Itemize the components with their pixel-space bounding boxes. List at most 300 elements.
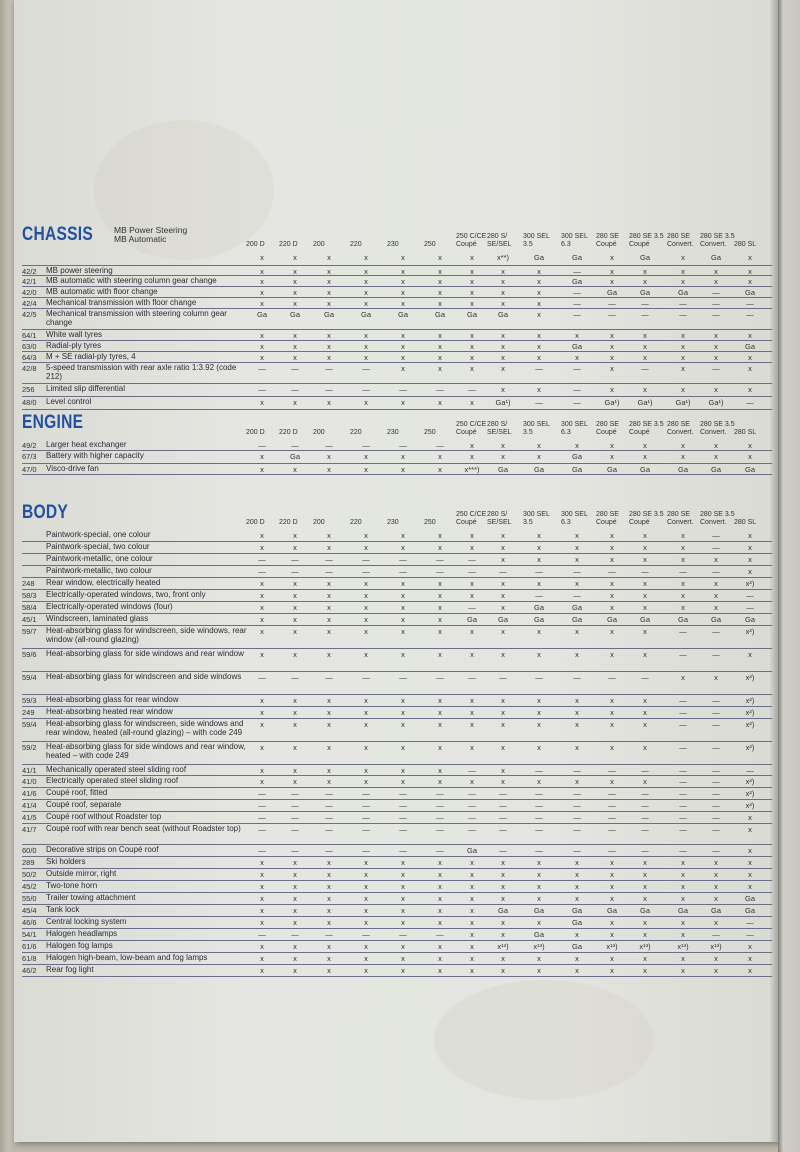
table-cell: x	[537, 299, 541, 308]
table-cell: —	[679, 801, 687, 810]
table-cell: x	[470, 299, 474, 308]
table-cell: x	[401, 743, 405, 752]
table-cell: x	[364, 894, 368, 903]
table-cell: —	[746, 310, 754, 319]
table-row	[22, 451, 772, 464]
table-cell: x	[748, 954, 752, 963]
column-header: 220	[350, 241, 362, 248]
option-description: Heat-absorbing glass for windscreen, side windows and rear window, heated (all-round glazing) – with code 249	[46, 719, 244, 737]
table-cell: —	[679, 567, 687, 576]
table-cell: x	[643, 720, 647, 729]
table-cell: x	[260, 331, 264, 340]
option-description: Trailer towing attachment	[46, 893, 136, 902]
table-cell: x	[681, 954, 685, 963]
table-cell: x	[401, 870, 405, 879]
table-cell: —	[291, 555, 299, 564]
table-cell: x	[501, 870, 505, 879]
table-cell: x	[643, 385, 647, 394]
table-cell: x	[501, 743, 505, 752]
table-cell: x	[643, 579, 647, 588]
table-cell: x	[537, 342, 541, 351]
table-cell: x	[643, 353, 647, 362]
table-cell: x	[401, 364, 405, 373]
table-cell: x	[438, 398, 442, 407]
table-cell: x	[293, 353, 297, 362]
table-cell: x	[438, 906, 442, 915]
table-cell: Ga¹)	[637, 398, 653, 407]
column-header: 220 D	[279, 429, 298, 436]
table-cell: x	[681, 267, 685, 276]
column-header: 220	[350, 429, 362, 436]
option-description: Rear fog light	[46, 965, 94, 974]
section-title: BODY	[22, 502, 69, 523]
table-cell: —	[679, 627, 687, 636]
table-cell: —	[362, 567, 370, 576]
table-cell: x	[260, 777, 264, 786]
table-cell: x	[327, 708, 331, 717]
table-cell: x	[537, 531, 541, 540]
table-cell: x	[643, 531, 647, 540]
table-cell: x	[575, 858, 579, 867]
table-cell: —	[258, 364, 266, 373]
table-row	[22, 614, 772, 626]
table-cell: x	[575, 627, 579, 636]
table-cell: x	[438, 353, 442, 362]
column-header: 280 SE 3.5 Coupé	[629, 511, 664, 526]
table-cell: x	[260, 277, 264, 286]
table-cell: x	[438, 603, 442, 612]
table-cell: x	[260, 615, 264, 624]
column-header: 250	[424, 241, 436, 248]
table-row	[22, 881, 772, 893]
section-header	[22, 490, 772, 530]
table-row	[22, 719, 772, 742]
table-cell: x	[470, 627, 474, 636]
section-subtitle: MB Automatic	[114, 234, 167, 244]
table-cell: —	[608, 846, 616, 855]
table-cell: —	[436, 801, 444, 810]
table-cell: —	[641, 364, 649, 373]
table-cell: —	[399, 813, 407, 822]
table-cell: x	[681, 385, 685, 394]
table-cell: —	[573, 299, 581, 308]
table-row	[22, 287, 772, 298]
table-cell: x	[575, 555, 579, 564]
option-code: 47/0	[22, 465, 37, 474]
table-cell: —	[325, 801, 333, 810]
table-cell: x	[327, 579, 331, 588]
table-cell: Ga	[571, 342, 582, 351]
option-code: 67/3	[22, 452, 37, 461]
table-cell: x	[501, 543, 505, 552]
table-cell: x	[327, 696, 331, 705]
column-header: 300 SEL 3.5	[523, 511, 550, 526]
table-cell: x	[327, 531, 331, 540]
table-cell: x	[643, 894, 647, 903]
section-header	[22, 212, 772, 252]
option-description: Halogen fog lamps	[46, 941, 113, 950]
table-cell: x	[364, 882, 368, 891]
option-description: Windscreen, laminated glass	[46, 614, 149, 623]
table-cell: x¹³)	[710, 942, 722, 951]
table-cell: x	[643, 452, 647, 461]
table-cell: x	[681, 918, 685, 927]
table-row	[22, 266, 772, 276]
table-row	[22, 905, 772, 917]
table-cell: x	[714, 555, 718, 564]
table-cell: x	[327, 277, 331, 286]
table-cell: x	[327, 353, 331, 362]
table-cell: x	[575, 777, 579, 786]
table-cell: —	[679, 310, 687, 319]
option-description: Battery with higher capacity	[46, 451, 144, 460]
table-cell: x	[681, 882, 685, 891]
table-cell: x	[364, 591, 368, 600]
table-cell: —	[436, 846, 444, 855]
table-cell: —	[712, 789, 720, 798]
table-cell: x	[327, 452, 331, 461]
table-cell: —	[258, 825, 266, 834]
table-cell: x	[610, 364, 614, 373]
table-row	[22, 845, 772, 857]
table-cell: x	[401, 331, 405, 340]
table-cell: x	[438, 954, 442, 963]
table-cell: x	[364, 342, 368, 351]
table-cell: —	[712, 288, 720, 297]
table-cell: —	[535, 591, 543, 600]
table-cell: —	[535, 813, 543, 822]
option-description: Halogen headlamps	[46, 929, 118, 938]
table-cell: x	[714, 894, 718, 903]
table-cell: —	[712, 310, 720, 319]
table-cell: x	[748, 567, 752, 576]
table-cell: x	[364, 543, 368, 552]
table-cell: x	[293, 253, 297, 262]
table-cell: x	[401, 942, 405, 951]
table-cell: x	[537, 441, 541, 450]
table-row	[22, 626, 772, 649]
table-cell: x	[293, 267, 297, 276]
table-row	[22, 765, 772, 776]
column-header: 220 D	[279, 241, 298, 248]
table-cell: x	[748, 452, 752, 461]
option-description: Radial-ply tyres	[46, 341, 102, 350]
table-row	[22, 530, 772, 542]
table-cell: x	[610, 543, 614, 552]
table-cell: —	[608, 567, 616, 576]
table-cell: x	[610, 441, 614, 450]
table-cell: x	[714, 918, 718, 927]
table-row	[22, 965, 772, 977]
column-header: 200 D	[246, 241, 265, 248]
table-cell: x	[401, 894, 405, 903]
table-cell: Ga	[744, 288, 755, 297]
table-cell: x	[401, 708, 405, 717]
table-cell: x	[327, 288, 331, 297]
table-cell: Ga	[397, 310, 408, 319]
table-cell: x	[293, 579, 297, 588]
table-cell: x	[537, 894, 541, 903]
table-cell: —	[641, 766, 649, 775]
table-cell: —	[291, 364, 299, 373]
table-cell: —	[436, 385, 444, 394]
table-cell: —	[258, 555, 266, 564]
table-cell: Ga	[677, 288, 688, 297]
table-cell: —	[712, 627, 720, 636]
column-header: 280 SE Coupé	[596, 511, 619, 526]
table-cell: Ga	[466, 846, 477, 855]
table-row	[22, 672, 772, 695]
table-cell: x	[501, 708, 505, 717]
table-cell: x	[438, 452, 442, 461]
table-cell: x	[327, 299, 331, 308]
option-description: Visco-drive fan	[46, 464, 99, 473]
table-cell: x	[501, 555, 505, 564]
table-cell: x	[575, 650, 579, 659]
table-row	[22, 917, 772, 929]
table-cell: x	[748, 846, 752, 855]
option-description: Tank lock	[46, 905, 80, 914]
table-cell: x	[470, 398, 474, 407]
table-cell: x¹³)	[497, 942, 509, 951]
table-cell: x	[293, 531, 297, 540]
table-cell: —	[573, 567, 581, 576]
table-cell: —	[291, 813, 299, 822]
table-cell: x	[260, 894, 264, 903]
table-cell: x	[364, 299, 368, 308]
table-cell: x	[293, 858, 297, 867]
table-cell: —	[712, 708, 720, 717]
table-cell: Ga	[639, 906, 650, 915]
table-cell: x	[537, 385, 541, 394]
table-row	[22, 788, 772, 800]
table-cell: —	[291, 567, 299, 576]
table-cell: —	[679, 789, 687, 798]
table-cell: Ga	[677, 615, 688, 624]
table-cell: x	[681, 591, 685, 600]
table-cell: x	[501, 603, 505, 612]
table-cell: x	[260, 720, 264, 729]
table-cell: x	[438, 720, 442, 729]
table-cell: x	[401, 777, 405, 786]
table-cell: x	[537, 870, 541, 879]
table-cell: x	[537, 267, 541, 276]
table-cell: —	[325, 930, 333, 939]
table-cell: —	[436, 813, 444, 822]
table-row	[22, 566, 772, 578]
table-cell: x	[501, 650, 505, 659]
table-cell: —	[746, 591, 754, 600]
table-cell: Ga	[606, 288, 617, 297]
option-description: Heat-absorbing glass for windscreen and side windows	[46, 672, 242, 681]
table-cell: —	[608, 813, 616, 822]
table-cell: —	[679, 743, 687, 752]
table-cell: x¹³)	[533, 942, 545, 951]
table-cell: x	[470, 531, 474, 540]
table-cell: x	[575, 720, 579, 729]
table-cell: x	[293, 288, 297, 297]
table-cell: Ga	[497, 465, 508, 474]
table-cell: Ga	[323, 310, 334, 319]
table-cell: x	[470, 543, 474, 552]
table-cell: x	[260, 465, 264, 474]
table-cell: x	[610, 627, 614, 636]
table-cell: x	[575, 870, 579, 879]
table-cell: Ga¹)	[708, 398, 724, 407]
table-cell: x	[501, 858, 505, 867]
table-cell: x	[714, 673, 718, 682]
table-row	[22, 590, 772, 602]
column-header: 250	[424, 429, 436, 436]
table-cell: x	[748, 253, 752, 262]
table-cell: x	[501, 894, 505, 903]
option-code: 55/0	[22, 894, 37, 903]
table-cell: x	[714, 452, 718, 461]
table-cell: x	[438, 942, 442, 951]
table-cell: x	[501, 696, 505, 705]
table-row	[22, 352, 772, 363]
table-cell: x	[364, 465, 368, 474]
option-description: Limited slip differential	[46, 384, 126, 393]
table-cell: x	[681, 930, 685, 939]
option-description: Electrically operated steel sliding roof	[46, 776, 179, 785]
table-cell: x	[748, 813, 752, 822]
table-cell: x	[327, 650, 331, 659]
option-code: 63/0	[22, 342, 37, 351]
table-cell: x	[470, 696, 474, 705]
table-cell: x	[327, 766, 331, 775]
table-cell: x	[501, 288, 505, 297]
column-header: 220 D	[279, 519, 298, 526]
table-cell: x	[470, 253, 474, 262]
option-code: 289	[22, 858, 35, 867]
table-cell: —	[608, 825, 616, 834]
table-cell: Ga	[533, 906, 544, 915]
table-cell: x	[575, 954, 579, 963]
table-cell: —	[468, 801, 476, 810]
table-cell: —	[362, 801, 370, 810]
table-cell: x	[643, 543, 647, 552]
table-cell: x	[501, 364, 505, 373]
option-description: Central locking system	[46, 917, 127, 926]
table-cell: x	[401, 954, 405, 963]
table-cell: —	[746, 603, 754, 612]
table-cell: x²)	[745, 696, 755, 705]
table-cell: x	[438, 299, 442, 308]
table-cell: x	[293, 966, 297, 975]
table-cell: x	[260, 543, 264, 552]
table-cell: —	[436, 825, 444, 834]
table-cell: Ga¹)	[604, 398, 620, 407]
table-cell: x	[401, 452, 405, 461]
column-header: 300 SEL 6.3	[561, 511, 588, 526]
table-cell: x***)	[464, 465, 480, 474]
table-row	[22, 384, 772, 397]
table-cell: Ga	[710, 465, 721, 474]
table-cell: x	[260, 591, 264, 600]
option-code: 41/5	[22, 813, 37, 822]
table-cell: x²)	[745, 708, 755, 717]
table-cell: x	[610, 708, 614, 717]
table-cell: x	[537, 452, 541, 461]
section-chassis	[22, 212, 772, 410]
table-cell: —	[399, 846, 407, 855]
table-cell: x	[438, 918, 442, 927]
option-code: 59/4	[22, 720, 37, 729]
table-cell: x	[293, 277, 297, 286]
option-code: 48/0	[22, 398, 37, 407]
table-cell: x	[681, 353, 685, 362]
table-cell: —	[608, 801, 616, 810]
table-cell: —	[436, 930, 444, 939]
table-cell: —	[291, 801, 299, 810]
table-cell: x	[748, 882, 752, 891]
table-cell: x	[748, 966, 752, 975]
table-cell: x	[401, 627, 405, 636]
table-cell: x	[364, 766, 368, 775]
table-cell: —	[499, 825, 507, 834]
table-row	[22, 578, 772, 590]
table-cell: x	[643, 342, 647, 351]
table-cell: x	[470, 777, 474, 786]
table-cell: x	[610, 882, 614, 891]
table-cell: x	[470, 650, 474, 659]
table-cell: x	[610, 591, 614, 600]
table-row	[22, 707, 772, 719]
table-cell: x	[438, 288, 442, 297]
table-cell: x	[364, 743, 368, 752]
table-cell: x	[681, 894, 685, 903]
table-cell: x	[401, 299, 405, 308]
option-code: 64/1	[22, 331, 37, 340]
table-cell: x	[501, 591, 505, 600]
table-cell: x	[610, 720, 614, 729]
table-cell: —	[325, 789, 333, 798]
table-cell: —	[573, 813, 581, 822]
table-cell: x	[260, 288, 264, 297]
table-cell: —	[679, 708, 687, 717]
table-cell: x	[610, 555, 614, 564]
table-cell: x	[470, 918, 474, 927]
column-header: 280 SE 3.5 Coupé	[629, 233, 664, 248]
table-cell: x	[470, 288, 474, 297]
table-cell: —	[608, 299, 616, 308]
table-cell: x	[364, 452, 368, 461]
option-description: Coupé roof with rear bench seat (without Roadster top)	[46, 824, 241, 833]
table-cell: x	[714, 441, 718, 450]
table-cell: x	[327, 777, 331, 786]
option-description: Heat-absorbing glass for side windows and rear window, heated – with code 249	[46, 742, 246, 760]
table-cell: x	[748, 650, 752, 659]
table-cell: —	[362, 930, 370, 939]
option-code: 59/6	[22, 650, 37, 659]
table-cell: —	[608, 310, 616, 319]
option-description: 5-speed transmission with rear axle ratio 1:3.92 (code 212)	[46, 363, 237, 381]
table-cell: x	[610, 650, 614, 659]
table-cell: —	[535, 398, 543, 407]
option-code: 45/1	[22, 615, 37, 624]
table-cell: —	[325, 555, 333, 564]
option-description: Ski holders	[46, 857, 86, 866]
option-description: Larger heat exchanger	[46, 440, 127, 449]
table-cell: —	[712, 766, 720, 775]
table-cell: —	[712, 801, 720, 810]
table-cell: x	[643, 882, 647, 891]
table-cell: Ga	[744, 342, 755, 351]
table-cell: —	[641, 299, 649, 308]
table-cell: x	[293, 398, 297, 407]
table-cell: x	[470, 894, 474, 903]
